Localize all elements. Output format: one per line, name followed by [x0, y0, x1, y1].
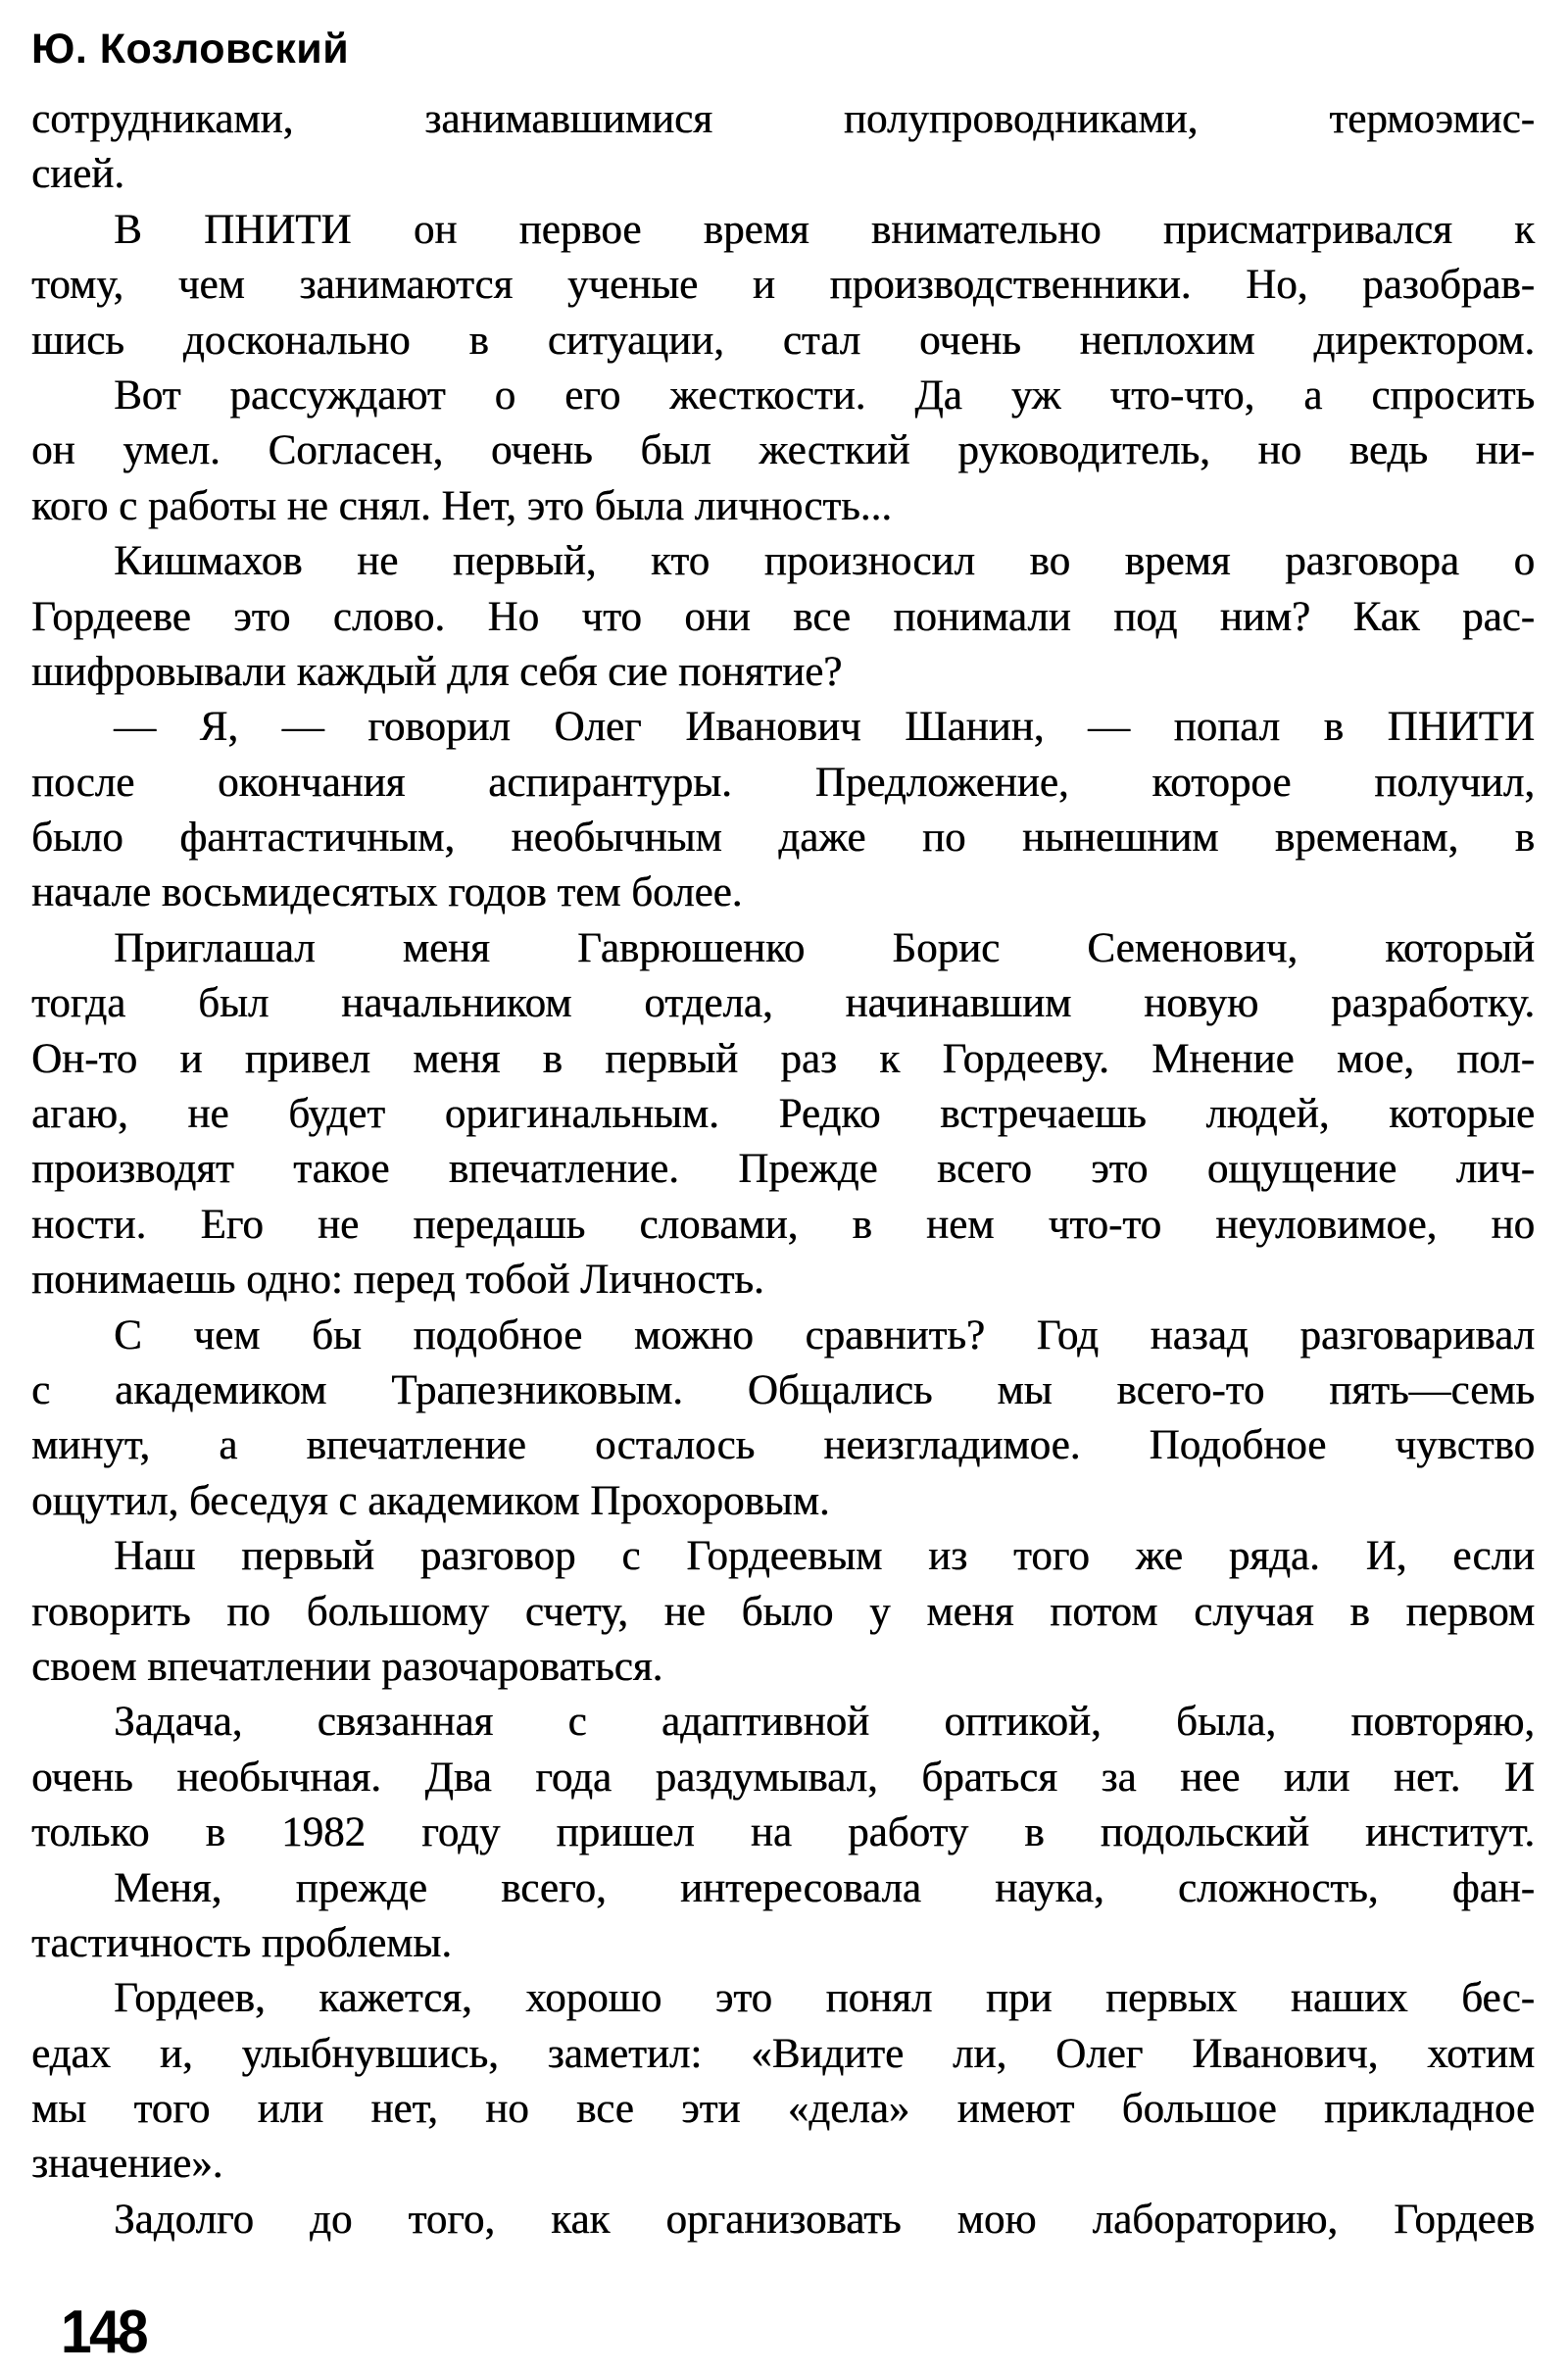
text-line: производят такое впечатление. Прежде всего это ощущение лич-	[31, 1146, 1535, 1193]
text-line: после окончания аспирантуры. Предложение, которое получил,	[31, 759, 1535, 806]
text-line: с академиком Трапезниковым. Общались мы всего-то пять—семь	[31, 1366, 1535, 1413]
text-line: мы того или нет, но все эти «дела» имеют большое прикладное	[31, 2086, 1535, 2133]
text-line: Он-то и привел меня в первый раз к Гордееву. Мнение мое, пол-	[31, 1035, 1535, 1082]
text-line: минут, а впечатление осталось неизгладимое. Подобное чувство	[31, 1422, 1535, 1469]
text-line: Приглашал меня Гаврюшенко Борис Семенович, который	[114, 924, 1535, 971]
text-line: Наш первый разговор с Гордеевым из того же ряда. И, если	[114, 1533, 1535, 1580]
page-number: 148	[61, 2299, 146, 2366]
text-line: начале восьмидесятых годов тем более.	[31, 869, 743, 916]
text-line: агаю, не будет оригинальным. Редко встречаешь людей, которые	[31, 1091, 1535, 1138]
text-line: сией.	[31, 151, 124, 198]
running-header: Ю. Козловский	[31, 25, 350, 73]
text-line: — Я, — говорил Олег Иванович Шанин, — попал в ПНИТИ	[114, 704, 1535, 751]
text-line: понимаешь одно: перед тобой Личность.	[31, 1257, 764, 1304]
text-line: своем впечатлении разочароваться.	[31, 1643, 663, 1690]
text-line: сотрудниками, занимавшимися полупроводниками, термоэмис-	[31, 96, 1535, 142]
text-line: Задача, связанная с адаптивной оптикой, была, повторяю,	[114, 1699, 1535, 1746]
text-line: шифровывали каждый для себя сие понятие?	[31, 648, 843, 695]
text-line: очень необычная. Два года раздумывал, браться за нее или нет. И	[31, 1754, 1535, 1801]
text-line: он умел. Согласен, очень был жесткий руководитель, но ведь ни-	[31, 427, 1535, 474]
text-line: только в 1982 году пришел на работу в подольский институт.	[31, 1809, 1535, 1856]
text-line: тогда был начальником отдела, начинавшим новую разработку.	[31, 980, 1535, 1027]
text-line: Задолго до того, как организовать мою лабораторию, Гордеев	[114, 2196, 1535, 2243]
text-line: значение».	[31, 2141, 223, 2188]
text-line: кого с работы не снял. Нет, это была личность...	[31, 482, 892, 529]
text-line: Кишмахов не первый, кто произносил во время разговора о	[114, 538, 1535, 585]
text-line: В ПНИТИ он первое время внимательно присматривался к	[114, 206, 1535, 253]
text-line: С чем бы подобное можно сравнить? Год назад разговаривал	[114, 1311, 1535, 1359]
text-line: Меня, прежде всего, интересовала наука, сложность, фан-	[114, 1864, 1535, 1911]
text-line: Гордееве это слово. Но что они все понимали под ним? Как рас-	[31, 593, 1535, 640]
text-line: ощутил, беседуя с академиком Прохоровым.	[31, 1477, 830, 1524]
text-line: было фантастичным, необычным даже по нынешним временам, в	[31, 815, 1535, 862]
body-text	[31, 92, 1535, 2248]
text-line: Вот рассуждают о его жесткости. Да уж что-что, а спросить	[114, 371, 1535, 419]
text-line: шись досконально в ситуации, стал очень неплохим директором.	[31, 317, 1535, 364]
text-line: тастичность проблемы.	[31, 1919, 452, 1966]
text-line: тому, чем занимаются ученые и производственники. Но, разобрав-	[31, 262, 1535, 309]
text-line: ности. Его не передашь словами, в нем что-то неуловимое, но	[31, 1201, 1535, 1248]
text-line: едах и, улыбнувшись, заметил: «Видите ли, Олег Иванович, хотим	[31, 2030, 1535, 2077]
text-line: Гордеев, кажется, хорошо это понял при первых наших бес-	[114, 1975, 1535, 2022]
text-line: говорить по большому счету, не было у меня потом случая в первом	[31, 1588, 1535, 1635]
